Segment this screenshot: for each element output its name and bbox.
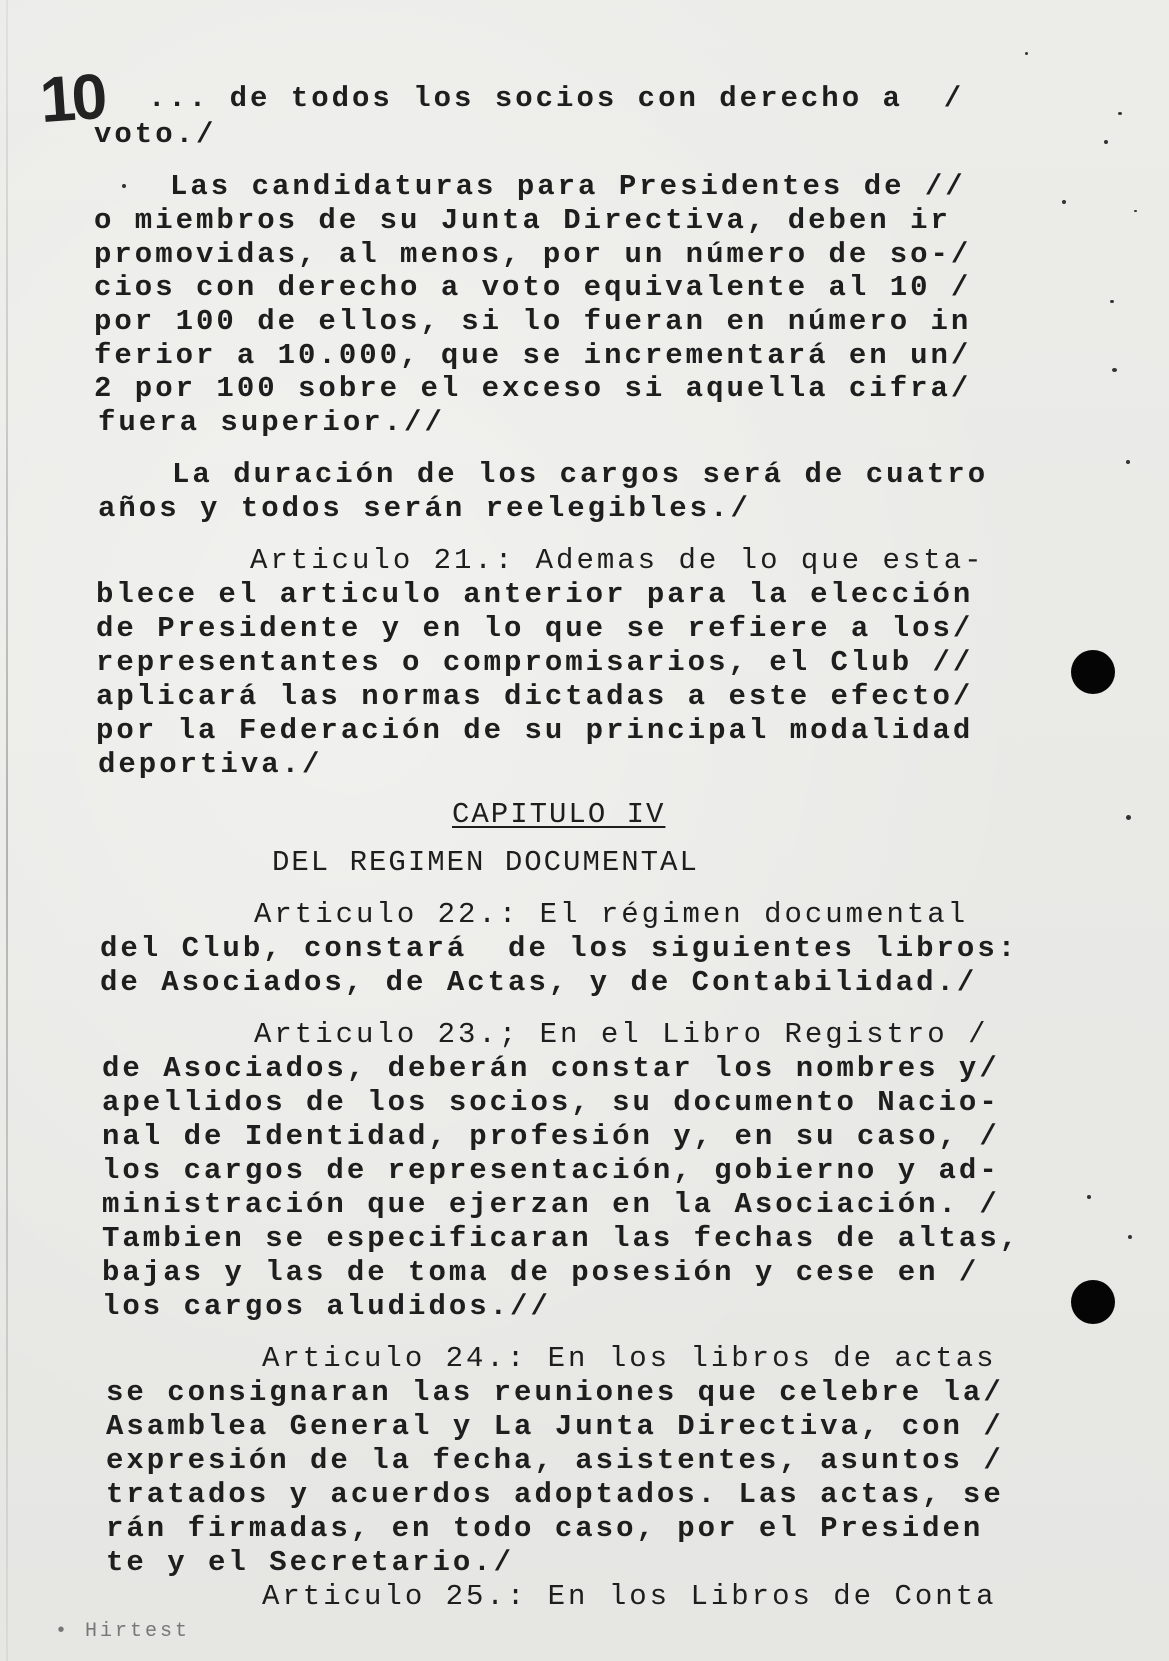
- punch-hole: [1071, 1280, 1115, 1324]
- text-line: cios con derecho a voto equivalente al 10 /: [94, 271, 972, 304]
- text-line: Tambien se especificaran las fechas de altas,: [102, 1222, 1021, 1255]
- text-line: representantes o compromisarios, el Club //: [96, 646, 974, 679]
- text-line: de Asociados, deberán constar los nombres y/: [102, 1052, 1000, 1085]
- text-line: bajas y las de toma de posesión y cese en /: [102, 1256, 980, 1289]
- text-line: de Asociados, de Actas, y de Contabilidad./: [100, 966, 978, 999]
- scan-speck: [1087, 1195, 1091, 1199]
- text-line: apellidos de los socios, su documento Nacio-: [102, 1086, 1000, 1119]
- scan-speck: [1104, 140, 1108, 144]
- scan-speck: [1118, 112, 1122, 115]
- article-21-heading: Articulo 21.: Ademas de lo que esta-: [250, 544, 985, 577]
- text-line: promovidas, al menos, por un número de so-/: [94, 238, 972, 271]
- text-line: aplicará las normas dictadas a este efecto/: [96, 680, 974, 713]
- text-line: años y todos serán reelegibles./: [98, 492, 751, 525]
- punch-hole: [1071, 650, 1115, 694]
- page-number: 10: [37, 59, 106, 137]
- article-22-heading: Articulo 22.: El régimen documental: [254, 898, 969, 931]
- text-line: se consignaran las reuniones que celebre la/: [106, 1376, 1004, 1409]
- scan-speck: [1025, 52, 1028, 55]
- text-line: voto./: [94, 118, 217, 151]
- scan-speck: [1126, 460, 1130, 464]
- text-line: te y el Secretario./: [106, 1546, 515, 1579]
- article-24-heading: Articulo 24.: En los libros de actas: [262, 1342, 997, 1375]
- text-line: blece el articulo anterior para la elección: [96, 578, 974, 611]
- text-line: del Club, constará de los siguientes libros:: [100, 932, 1019, 965]
- chapter-title: CAPITULO IV: [452, 798, 666, 831]
- text-line: deportiva./: [98, 748, 323, 781]
- text-line: los cargos aludidos.//: [102, 1290, 551, 1323]
- text-line: La duración de los cargos será de cuatro: [172, 458, 989, 491]
- chapter-subtitle: DEL REGIMEN DOCUMENTAL: [272, 846, 699, 879]
- scan-speck: [1062, 200, 1066, 204]
- scan-speck: [1112, 368, 1117, 372]
- text-line: por la Federación de su principal modalidad: [96, 714, 974, 747]
- text-line: los cargos de representación, gobierno y ad-: [102, 1154, 1000, 1187]
- article-25-heading: Articulo 25.: En los Libros de Conta: [262, 1580, 997, 1613]
- scan-speck: [1134, 210, 1137, 212]
- text-line: ... de todos los socios con derecho a /: [148, 82, 965, 115]
- article-23-heading: Articulo 23.; En el Libro Registro /: [254, 1018, 989, 1051]
- text-line: o miembros de su Junta Directiva, deben ir: [94, 204, 951, 237]
- text-line: Asamblea General y La Junta Directiva, con /: [106, 1410, 1004, 1443]
- scan-speck: [122, 184, 126, 188]
- text-line: tratados y acuerdos adoptados. Las actas, se: [106, 1478, 1004, 1511]
- text-line: ferior a 10.000, que se incrementará en un/: [94, 339, 972, 372]
- text-line: nal de Identidad, profesión y, en su caso, /: [102, 1120, 1000, 1153]
- footer-mark: • Hirtest: [55, 1620, 191, 1643]
- scan-speck: [1110, 300, 1114, 303]
- text-line: Las candidaturas para Presidentes de //: [170, 170, 966, 203]
- text-line: por 100 de ellos, si lo fueran en número in: [94, 305, 972, 338]
- text-line: de Presidente y en lo que se refiere a los/: [96, 612, 974, 645]
- text-line: ministración que ejerzan en la Asociación. /: [102, 1188, 1000, 1221]
- scan-speck: [1126, 815, 1131, 820]
- scan-edge: [6, 0, 8, 1661]
- text-line: 2 por 100 sobre el exceso si aquella cifra/: [94, 372, 972, 405]
- scan-speck: [1128, 1235, 1132, 1239]
- text-line: rán firmadas, en todo caso, por el Presiden: [106, 1512, 984, 1545]
- text-line: fuera superior.//: [98, 406, 445, 439]
- text-line: expresión de la fecha, asistentes, asuntos /: [106, 1444, 1004, 1477]
